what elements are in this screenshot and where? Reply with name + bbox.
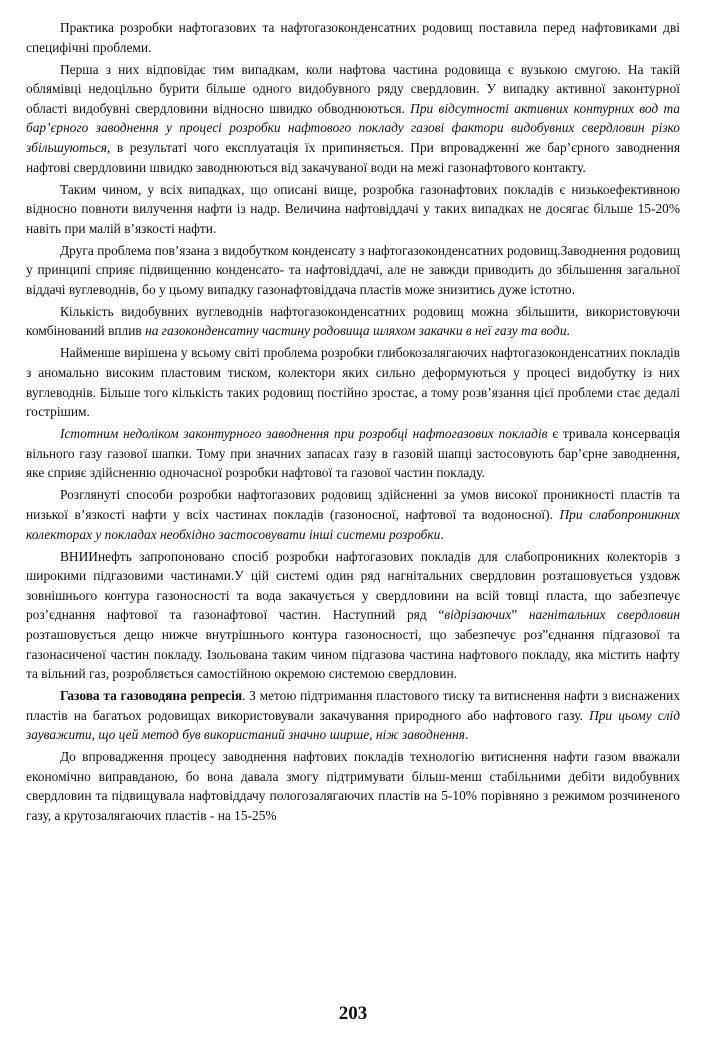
paragraph-text: ВНИИнефть запропоновано спосіб розробки нафтогазових покладів для слабопроникних колекторів з широкими підгазовими частинами.У цій системі один ряд нагнітальних свердловин розташовується уздовж зовнішнього контура газоносності та вода закачується у свердловини на всій товщі пласта, що забезпечує роз’єднання нафтової та газонафтової частин. Наступний ряд “	[26, 548, 680, 623]
paragraph-text: . З метою підтримання пластового тиску та витиснення нафти з виснажених пластів на багатьох родовищах використовували закачування природного або нафтового газу.	[26, 688, 680, 723]
paragraph-text: Таким чином, у всіх випадках, що описані вище, розробка газонафтових покладів є низькоефективною відносно повноти вилучення нафти із надр. Величина нафтовіддачі у таких випадках не досягає більше 15-20% навіть при малій в’язкості нафти.	[26, 181, 680, 236]
paragraph	[26, 18, 680, 57]
paragraph	[26, 343, 680, 421]
paragraph-text: До впровадження процесу заводнення нафтових покладів технологію витиснення нафти газом вважали економічно виправданою, бо вона давала змогу підтримувати більш-менш стабільними дебіти видобувних свердловин та підвищувала нафтовіддачу пологозалягаючих пластів на 5-10% порівняно з режимом розчиненого газу, а крутозалягаючих пластів - на 15-25%	[26, 749, 680, 824]
paragraph-text: є тривала консервація вільного газу газової шапки. Тому при значних запасах газу в газовій шапці застосовують бар’єрне заводнення, яке сприяє здійсненню одночасної розробки нафтової та газової частин покладу.	[26, 426, 680, 481]
italic-text: відрізаючих	[444, 607, 512, 623]
paragraph-text: , в результаті чого експлуатація їх припиняється. При впровадженні же бар’єрного заводнення нафтові свердловини швидко заводнюються від закачуваної води на межі газонафтового контакту.	[26, 139, 680, 175]
paragraph	[26, 241, 680, 300]
paragraph-text: .	[440, 526, 444, 542]
italic-text: При цьому слід зауважити, що цей метод був використаний значно ширше, ніж заводнення	[26, 707, 680, 743]
italic-text: нагнітальних свердловин	[528, 607, 681, 623]
paragraph	[26, 747, 680, 825]
paragraph-text: ”	[511, 607, 529, 623]
paragraph-text: Друга проблема пов’язана з видобутком конденсату з нафтогазоконденсатних родовищ.Заводнення родовищ у принципі сприяє підвищенню конденсато- та нафтовіддачі, але не завжди приводить до збільшення загальної віддачі вуглеводнів, бо у цьому випадку газонафтовіддача пластів може знизитись дуже істотно.	[26, 242, 680, 297]
italic-text: При відсутності активних контурних вод та бар’єрного заводнення у процесі розробки нафтового покладу газові фактори видобувних свердловин різко збільшуються	[26, 100, 680, 155]
italic-text: на газоконденсатну частину родовища шляхом закачки в неї газу та води	[145, 323, 567, 339]
italic-text: Істотним недоліком законтурного заводнення при розробці нафтогазових покладів	[60, 426, 548, 442]
paragraph-text: .	[464, 727, 469, 743]
paragraph-text: Практика розробки нафтогазових та нафтогазоконденсатних родовищ поставила перед нафтовиками дві специфічні проблеми.	[26, 20, 680, 55]
paragraph-text: .	[566, 323, 570, 339]
paragraph-text: розташовується дещо нижче внутрішнього контура газоносності, що забезпечує роз”єднання підгазової та газонасиченої частин покладу. Ізольована таким чином підгазова частина нафтового покладу, яка містить нафту та вільний газ, розробляється самостійною окремою системою свердловин.	[26, 626, 680, 682]
paragraph	[26, 547, 680, 684]
paragraph-text: Розглянуті способи розробки нафтогазових родовищ здійсненні за умов високої проникності пластів та низької в’язкості нафти у всіх частинах покладів (газоносної, нафтової та водоносної).	[26, 487, 680, 522]
italic-text: При слабопроникних колекторах у покладах необхідно застосовувати інші системи розробки	[26, 506, 680, 542]
paragraph-text: Перша з них відповідає тим випадкам, коли нафтова частина родовища є вузькою смугою. На такій облямівці недоцільно бурити більше одного видобувного ряду свердловин. У випадку активної законтурної області видобувні свердловини відносно швидко обводнюються.	[26, 61, 680, 116]
paragraph	[26, 424, 680, 483]
paragraph-text: Найменше вирішена у всьому світі проблема розробки глибокозалягаючих нафтогазоконденсатних покладів з аномально високим пластовим тиском, колектори яких сильно деформуються у процесі видобутку із них вуглеводнів. Більше того кількість таких родовищ постійно зростає, а тому розв’язання цієї проблеми стає дедалі гострішим.	[26, 345, 680, 420]
paragraph	[26, 180, 680, 239]
paragraph-text: Кількість видобувних вуглеводнів нафтогазоконденсатних родовищ можна збільшити, використовуючи комбінований вплив	[26, 303, 680, 339]
paragraph	[26, 302, 680, 341]
page-number: 203	[338, 1003, 368, 1024]
paragraph	[26, 686, 680, 745]
paragraph	[26, 60, 680, 178]
bold-text: Газова та газоводяна репресія	[60, 688, 243, 704]
paragraph	[26, 485, 680, 544]
body-text	[26, 18, 680, 826]
